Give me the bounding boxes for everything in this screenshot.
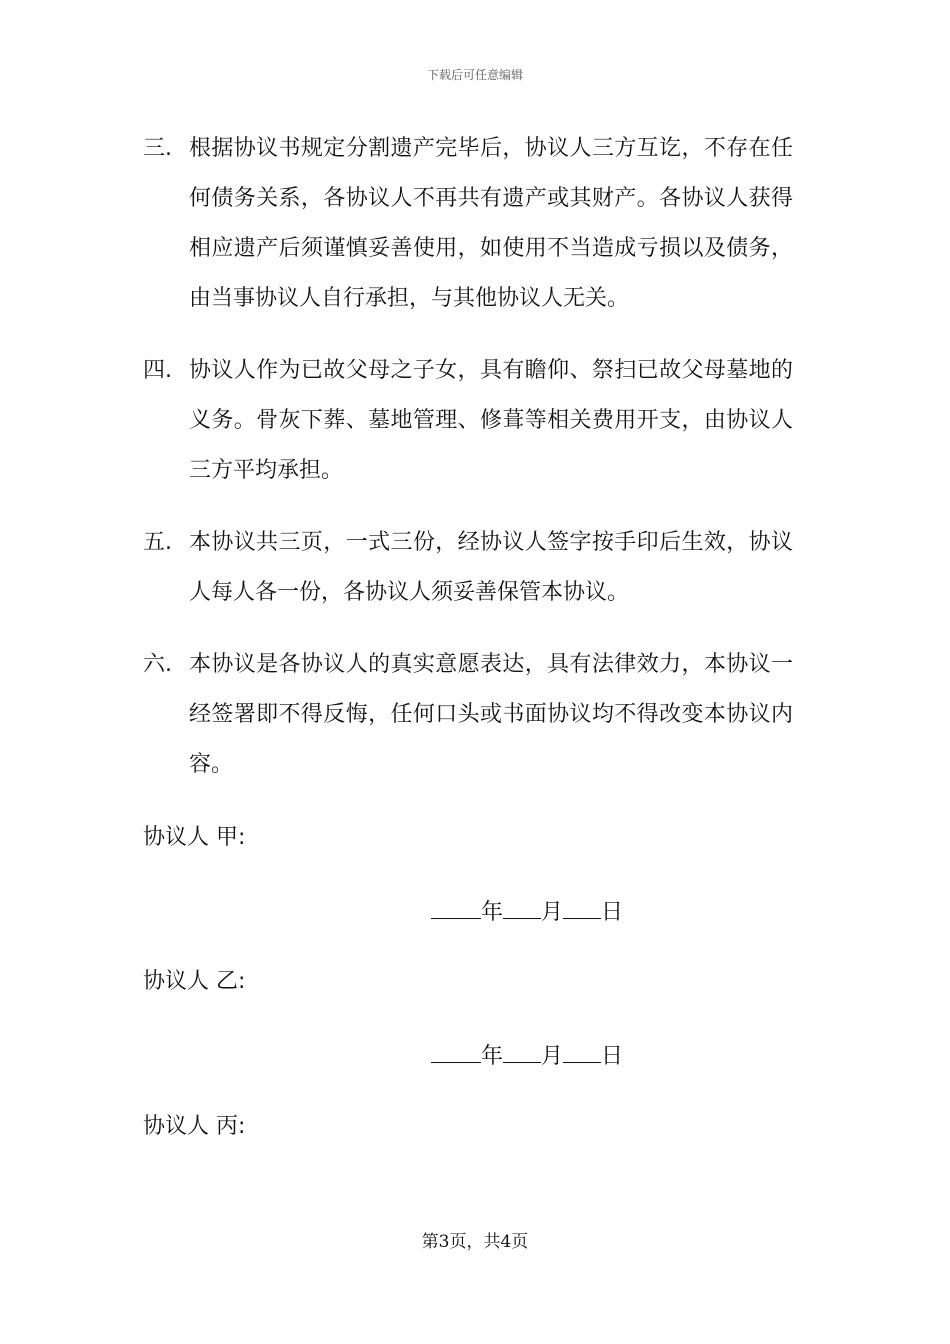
month-blank[interactable]	[503, 896, 541, 919]
clause-number: 四.	[143, 358, 172, 383]
month-label: 月	[541, 1044, 564, 1069]
signature-party-c: 协议人 丙:	[143, 1114, 246, 1139]
month-blank[interactable]	[503, 1040, 541, 1063]
clause-text: 本协议共三页，一式三份，经协议人签字按手印后生效，协议人每人各一份，各协议人须妥善保管本协议。	[189, 530, 793, 605]
year-label: 年	[481, 900, 504, 925]
month-label: 月	[541, 900, 564, 925]
clause-number: 六.	[143, 652, 172, 677]
day-blank[interactable]	[563, 1040, 601, 1063]
clause-number: 五.	[143, 530, 172, 555]
year-blank[interactable]	[431, 1040, 481, 1063]
clause-text: 本协议是各协议人的真实意愿表达，具有法律效力，本协议一经签署即不得反悔，任何口头或书面协议均不得改变本协议内容。	[189, 652, 793, 777]
day-label: 日	[601, 900, 624, 925]
year-blank[interactable]	[431, 896, 481, 919]
clause-5	[143, 518, 803, 618]
signature-date-a	[431, 896, 623, 928]
clause-text: 协议人作为已故父母之子女，具有瞻仰、祭扫已故父母墓地的义务。骨灰下葬、墓地管理、修葺等相关费用开支，由协议人三方平均承担。	[189, 358, 793, 483]
clause-3	[143, 124, 803, 324]
clause-6	[143, 640, 803, 790]
page-header-note: 下载后可任意编辑	[426, 68, 523, 82]
signature-party-b: 协议人 乙:	[143, 969, 246, 994]
clause-4	[143, 346, 803, 496]
day-label: 日	[601, 1044, 624, 1069]
signature-date-b	[431, 1040, 623, 1072]
signature-party-a: 协议人 甲:	[143, 825, 246, 850]
year-label: 年	[481, 1044, 504, 1069]
page-footer-number: 第3页，共4页	[421, 1232, 529, 1252]
day-blank[interactable]	[563, 896, 601, 919]
clause-text: 根据协议书规定分割遗产完毕后，协议人三方互讫，不存在任何债务关系，各协议人不再共有遗产或其财产。各协议人获得相应遗产后须谨慎妥善使用，如使用不当造成亏损以及债务，由当事协议人自行承担，与其他协议人无关。	[189, 136, 793, 311]
clause-number: 三.	[143, 136, 172, 161]
